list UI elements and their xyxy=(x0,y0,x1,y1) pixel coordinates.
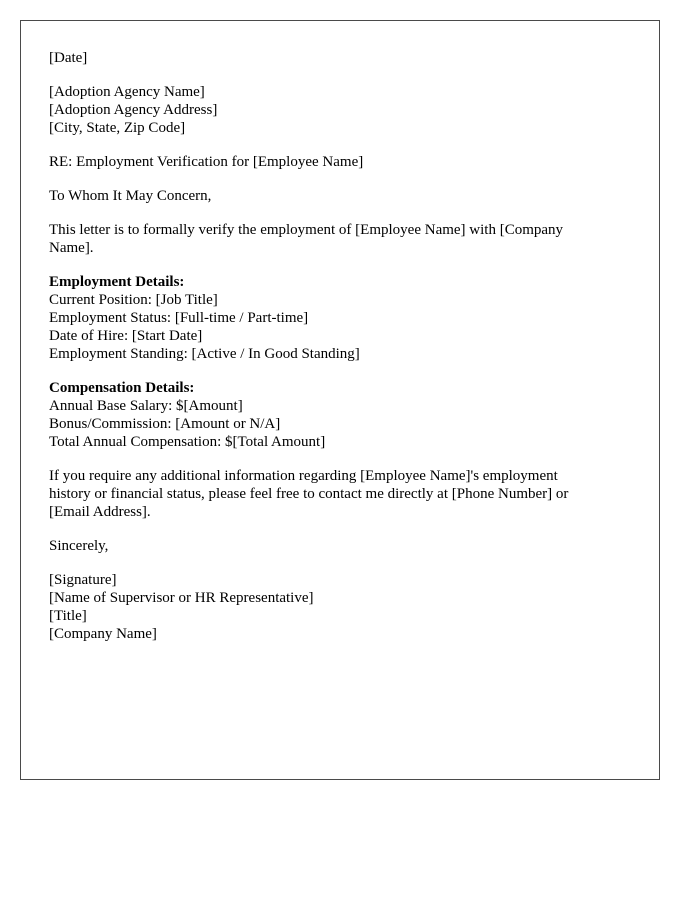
bonus-commission: Bonus/Commission: [Amount or N/A] xyxy=(49,416,281,432)
intro-paragraph xyxy=(49,221,631,257)
closing-paragraph xyxy=(49,467,631,521)
signer-company: [Company Name] xyxy=(49,626,157,642)
current-position: Current Position: [Job Title] xyxy=(49,292,218,308)
intro-line-1: This letter is to formally verify the employment of [Employee Name] with [Company xyxy=(49,222,564,238)
recipient-name: [Adoption Agency Name] xyxy=(49,84,205,100)
recipient-address-block xyxy=(49,83,631,137)
compensation-details-heading: Compensation Details: xyxy=(49,380,195,396)
employment-standing: Employment Standing: [Active / In Good Standing] xyxy=(49,346,360,362)
signature-block xyxy=(49,571,631,643)
date-block xyxy=(49,49,631,67)
closing-line-3: [Email Address]. xyxy=(49,504,151,520)
signer-name: [Name of Supervisor or HR Representative] xyxy=(49,590,314,606)
employment-details-section xyxy=(49,273,631,363)
total-annual-compensation: Total Annual Compensation: $[Total Amount] xyxy=(49,434,326,450)
closing-line-1: If you require any additional information regarding [Employee Name]'s employment xyxy=(49,468,558,484)
sign-off-block xyxy=(49,537,631,555)
employment-details-heading: Employment Details: xyxy=(49,274,185,290)
salutation-block xyxy=(49,187,631,205)
annual-base-salary: Annual Base Salary: $[Amount] xyxy=(49,398,243,414)
intro-line-2: Name]. xyxy=(49,240,94,256)
signer-title: [Title] xyxy=(49,608,87,624)
employment-status: Employment Status: [Full-time / Part-time] xyxy=(49,310,309,326)
recipient-address: [Adoption Agency Address] xyxy=(49,102,218,118)
compensation-details-section xyxy=(49,379,631,451)
subject-block xyxy=(49,153,631,171)
salutation: To Whom It May Concern, xyxy=(49,188,212,204)
closing-line-2: history or financial status, please feel free to contact me directly at [Phone Number] or xyxy=(49,486,569,502)
date-of-hire: Date of Hire: [Start Date] xyxy=(49,328,203,344)
subject-line: RE: Employment Verification for [Employee Name] xyxy=(49,154,364,170)
sign-off: Sincerely, xyxy=(49,538,109,554)
signature-placeholder: [Signature] xyxy=(49,572,117,588)
letter-page xyxy=(20,20,660,780)
recipient-city-state-zip: [City, State, Zip Code] xyxy=(49,120,186,136)
letter-date: [Date] xyxy=(49,50,88,66)
